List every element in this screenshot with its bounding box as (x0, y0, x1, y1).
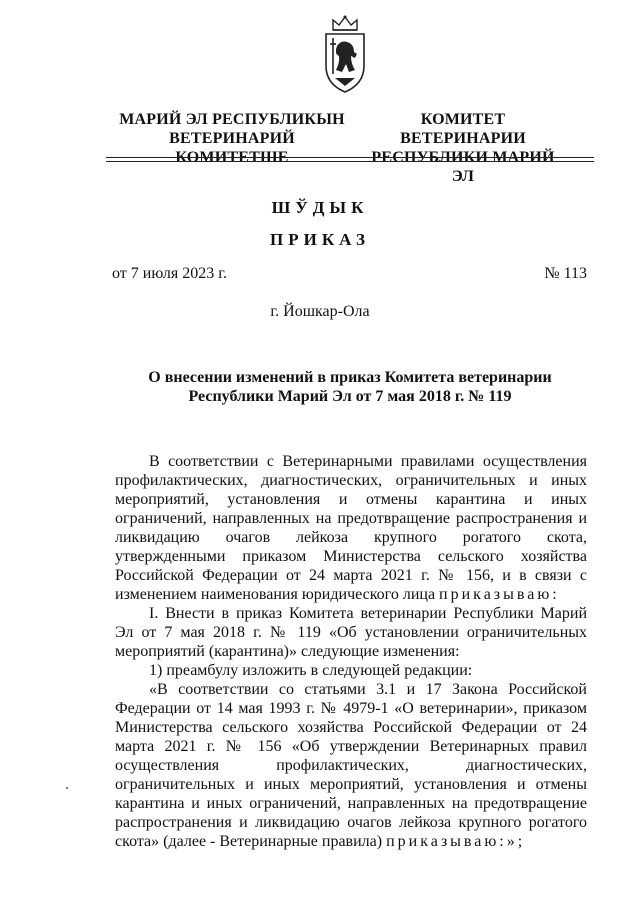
order-word: приказываю: (439, 586, 560, 603)
document-number: № 113 (544, 265, 587, 282)
document-body (115, 452, 587, 851)
paragraph-new-preamble (115, 680, 587, 851)
header-right-russian (368, 110, 558, 186)
header-left-line1: МАРИЙ ЭЛ РЕСПУБЛИКЫН (119, 111, 345, 128)
margin-mark (66, 787, 68, 789)
header-left-line2: ВЕТЕРИНАРИЙ КОМИТЕТШЕ (169, 130, 295, 166)
subject-line1: О внесении изменений в приказ Комитета ветеринарии (148, 369, 552, 386)
header-divider-bottom (106, 161, 594, 162)
coat-of-arms-emblem (321, 14, 369, 94)
header-left-mari (112, 110, 352, 167)
document-date: от 7 июля 2023 г. (112, 265, 227, 282)
header-right-line2: РЕСПУБЛИКИ МАРИЙ ЭЛ (371, 149, 555, 185)
document-city: г. Йошкар-Ола (270, 303, 370, 320)
paragraph-item-1: I. Внести в приказ Комитета ветеринарии Республики Марий Эл от 7 мая 2018 г. № 119 «Об установлении ограничительных мероприятий (карантина)» следующие изменения: (115, 605, 587, 660)
document-kind-mari: ШЎДЫК (271, 198, 369, 217)
paragraph-preamble (115, 452, 587, 604)
document-subject (140, 368, 560, 406)
header-divider-top (106, 157, 594, 158)
header-right-line1: КОМИТЕТ ВЕТЕРИНАРИИ (400, 111, 526, 147)
order-word-quoted: приказываю:»; (386, 833, 526, 850)
subject-line2: Республики Марий Эл от 7 мая 2018 г. № 119 (188, 388, 512, 405)
paragraph-preamble-text: В соответствии с Ветеринарными правилами осуществления профилактических, диагностических, ограничительных и иных мероприятий, установления и отмены карантина и иных ограничений, направленных на предотвращение распространения и ликвидацию очагов лейкоза крупного рогатого скота, утвержденными приказом Министерства сельского хозяйства Российской Федерации от 24 марта 2021 г. № 156, и в связи с изменением наименования юридического лица (115, 453, 587, 603)
paragraph-new-preamble-text: «В соответствии со статьями 3.1 и 17 Закона Российской Федерации от 14 мая 1993 г. № 4979-1 «О ветеринарии», приказом Министерства сельского хозяйства Российской Федерации от 24 марта 2021 г. № 156 «Об утверждении Ветеринарных правил осуществления профилактических, диагностических, ограничительных и иных мероприятий, установления и отмены карантина и иных ограничений, направленных на предотвращение распространения и ликвидацию очагов лейкоза крупного рогатого скота» (далее - Ветеринарные правила) (115, 681, 587, 850)
document-kind-russian: ПРИКАЗ (270, 230, 370, 249)
paragraph-subitem-1: 1) преамбулу изложить в следующей редакции: (149, 662, 473, 679)
